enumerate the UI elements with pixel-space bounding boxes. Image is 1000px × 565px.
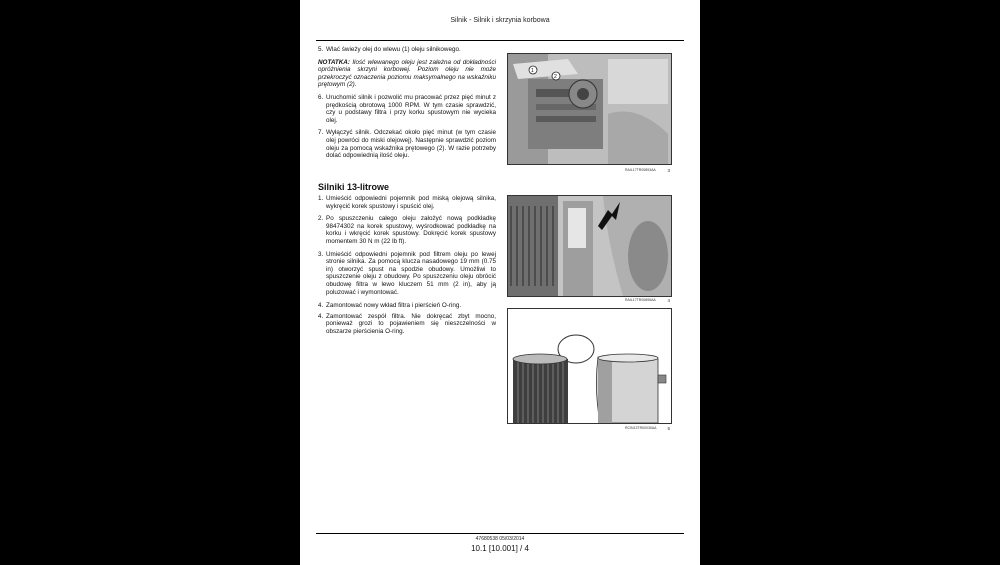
- figure-3-number: 3: [667, 168, 670, 173]
- bottom-instructions: [318, 195, 496, 336]
- top-instructions: [318, 46, 496, 160]
- footer-code: 47680538 05/03/2014: [475, 536, 525, 542]
- figure-4-code: RAIL17TR00895AA: [625, 298, 656, 302]
- callout-2: 2: [554, 74, 557, 80]
- step-1: 1. Umieścić odpowiedni pojemnik pod miską olejową silnika, wykręcić korek spustowy i spuścić olej.: [318, 195, 496, 210]
- engine-photo-figure: [507, 53, 672, 165]
- step-3: 3. Umieścić odpowiedni pojemnik pod filtrem oleju po lewej stronie silnika. Za pomocą klucza nasadowego 19 mm (0.75 in) otworzyć spust na spodzie obudowy. Umożliwi to spuszczenie oleju z obudowy. Po spuszczeniu oleju obrócić obudowę filtra w lewo kluczem 51 mm (2 in), aby ją poluzować i wymontować.: [318, 250, 496, 296]
- engine-photo: [508, 54, 671, 164]
- step-7: 7. Wyłączyć silnik. Odczekać około pięć minut (w tym czasie olej powróci do miski olejowej). Następnie sprawdzić poziom oleju za pomocą wskaźnika prętowego (2). W razie potrzeby dolać odpowiednią ilość oleju.: [318, 129, 496, 160]
- note-label: NOTATKA:: [318, 58, 350, 66]
- figure-4-number: 4: [667, 298, 670, 303]
- figure-3-code: RAIL17TR00893AA: [625, 168, 656, 172]
- filter-location-photo: [508, 196, 671, 296]
- step-4b: 4. Zamontować zespół filtra. Nie dokręcać zbyt mocno, ponieważ grozi to pojawieniem się nieszczelności w obszarze pierścienia O-ring.: [318, 312, 496, 335]
- running-head: Silnik - Silnik i skrzynia korbowa: [450, 17, 550, 24]
- figure-5-code: RCIN13TR00030AA: [625, 426, 657, 430]
- note-text: Ilość wlewanego oleju jest zależna od dokładności opróżnienia skrzyni korbowej. Poziom oleju nie może przekroczyć oznaczenia poziomu maksymalnego na wskaźniku prętowym (2).: [318, 58, 496, 89]
- figure-5-number: 5: [667, 426, 670, 431]
- document-page: [300, 0, 700, 565]
- step-2: 2. Po spuszczeniu całego oleju założyć nową podkładkę 98474302 na korek spustowy, wyśrodkować podkładkę na korku i wkręcić korek spustowy. Dokręcić korek spustowy momentem 30 N m (22 lb ft).: [318, 215, 496, 245]
- step-4a: 4. Zamontować nowy wkład filtra i pierścień O-ring.: [318, 302, 462, 310]
- step-5: 5. Wlać świeży olej do wlewu (1) oleju silnikowego.: [318, 46, 461, 53]
- footer-rule: [316, 533, 684, 534]
- callout-1: 1: [531, 68, 534, 74]
- note: [318, 59, 496, 89]
- section-title: Silniki 13-litrowe: [318, 182, 390, 192]
- filter-cartridge-figure: [507, 308, 672, 424]
- header-rule: [316, 40, 684, 41]
- filter-location-figure: [507, 195, 672, 297]
- step-6: 6. Uruchomić silnik i pozwolić mu pracować przez pięć minut z prędkością obrotową 1000 RPM. W tym czasie sprawdzić, czy u podstawy filtra i przy korku spustowym nie wycieka olej.: [318, 93, 496, 124]
- page-number: 10.1 [10.001] / 4: [471, 544, 529, 553]
- filter-cartridge-drawing: [508, 309, 671, 423]
